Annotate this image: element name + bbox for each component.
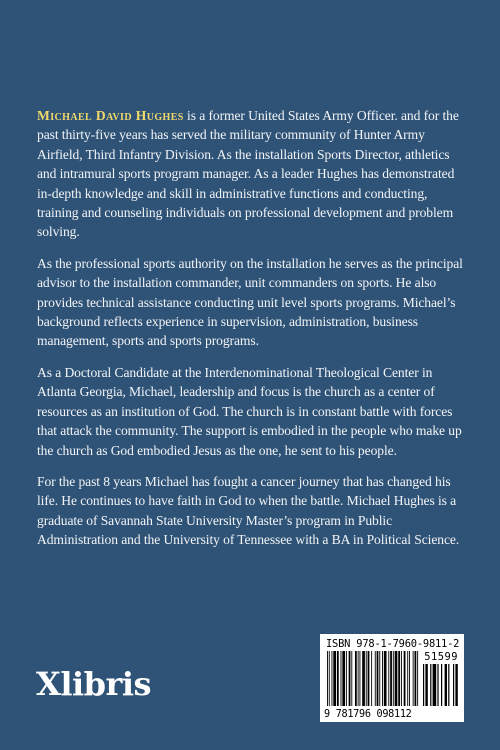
barcode-bar <box>395 651 398 706</box>
barcode-bar <box>355 651 357 706</box>
barcode-bar <box>430 664 431 706</box>
bio-paragraph-1-text: is a former United States Army Officer. and for the past thirty-five years has served the military community of Hunter Army Airfield, Third Infantry Division. As the installation Sports Director, athletics and intramural sports program manager. As a leader Hughes has demonstrated in-depth knowledge and skill in administrative functions and conducting, training and counseling individuals on professional development and problem solving. <box>37 108 459 240</box>
barcode-bar <box>337 651 339 706</box>
barcode-bar <box>401 651 402 706</box>
barcode-bar <box>327 651 328 706</box>
barcode-bar <box>409 651 410 706</box>
barcode-bar <box>425 664 427 706</box>
barcode-bar <box>423 664 424 706</box>
barcode-bar <box>390 651 392 706</box>
barcode-bar <box>377 651 379 706</box>
barcode-bar <box>379 651 380 706</box>
barcode-bars <box>327 651 419 706</box>
barcode-bar <box>398 651 400 706</box>
barcode-bar <box>445 664 447 706</box>
price-code: 51599 <box>424 651 458 663</box>
barcode-bar <box>437 664 438 706</box>
barcode-bar <box>393 651 394 706</box>
barcode-bar <box>413 651 414 706</box>
barcode-bar <box>404 651 406 706</box>
barcode-bar <box>346 651 347 706</box>
barcode-bar <box>441 664 442 706</box>
back-cover-text <box>37 106 467 562</box>
barcode-bar <box>448 664 449 706</box>
barcode-bar <box>433 664 437 706</box>
barcode-digits: 9 781796 098112 <box>324 709 412 720</box>
bio-paragraph-3: As a Doctoral Candidate at the Interdenominational Theological Center in Atlanta Georgia, Michael, leadership and focus is the church as a center of resources as an institution of God. The church is in constant battle with forces that attack the community. The support is embodied in the people who make up the church as God embodied Jesus as the one, he sent to his people. <box>37 364 462 458</box>
barcode-bar <box>341 651 342 706</box>
barcode-bar <box>362 651 365 706</box>
barcode-bar <box>342 651 345 706</box>
barcode-bar <box>417 651 418 706</box>
barcode-bar <box>414 651 416 706</box>
barcode-bar <box>388 651 389 706</box>
barcode-bar <box>382 651 383 706</box>
isbn-label: ISBN 978-1-7960-9811-2 <box>326 638 460 650</box>
bio-paragraph-2: As the professional sports authority on the installation he serves as the principal advisor to the installation commander, unit commanders on sports. He also provides technical assistance conducting unit level sports programs. Michael’s background reflects experience in supervision, administration, business management, sports and sports programs. <box>37 255 463 349</box>
publisher-logo: Xlibris <box>36 665 152 703</box>
barcode-bar <box>358 651 359 706</box>
barcode-bar <box>329 651 330 706</box>
barcode-bar <box>349 651 351 706</box>
barcode-bar <box>384 651 387 706</box>
barcode-bar <box>371 651 372 706</box>
barcode-bar <box>455 664 457 706</box>
barcode-bar <box>366 651 367 706</box>
barcode-bar <box>407 651 408 706</box>
barcode-bar <box>368 651 370 706</box>
bio-paragraph-1 <box>37 106 467 242</box>
barcode-bar <box>333 651 336 706</box>
isbn-barcode <box>320 634 464 722</box>
author-name: Michael David Hughes <box>37 108 184 123</box>
barcode-addon-bars <box>423 664 459 706</box>
barcode-bar <box>332 651 333 706</box>
barcode-bar <box>351 651 352 706</box>
barcode-bar <box>375 651 376 706</box>
barcode-bar <box>359 651 360 706</box>
barcode-bar <box>453 664 454 706</box>
bio-paragraph-4: For the past 8 years Michael has fought a cancer journey that has changed his life. He continues to have faith in God to when the battle. Michael Hughes is a graduate of Savannah State University Master’s program in Public Administration and the University of Tennessee with a BA in Political Science. <box>37 473 460 548</box>
